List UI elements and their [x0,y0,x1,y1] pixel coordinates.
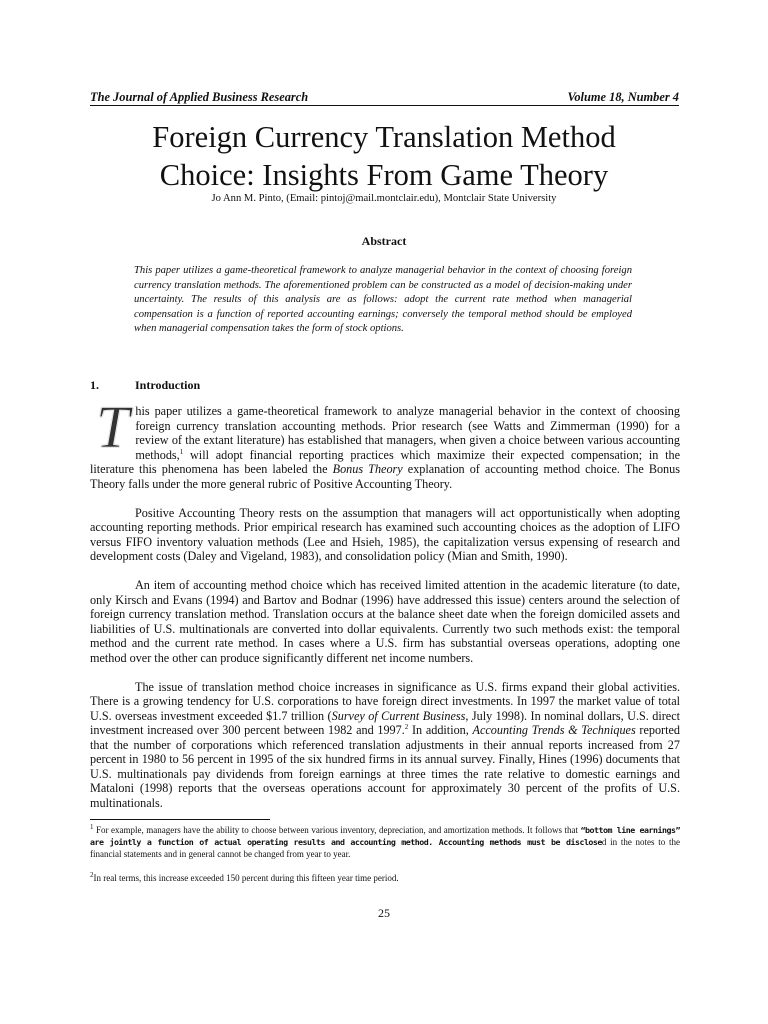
title-line-1: Foreign Currency Translation Method [152,120,616,154]
drop-cap: T [96,394,130,460]
author-byline: Jo Ann M. Pinto, (Email: pintoj@mail.montclair.edu), Montclair State University [211,193,557,204]
footnote-2-marker: 2 [90,871,94,879]
body-text [90,394,680,810]
paragraph-1 [90,394,680,491]
footnote-ref-1[interactable]: 1 [179,447,184,456]
section-heading [90,378,200,392]
title-line-2: Choice: Insights From Game Theory [159,158,609,192]
bonus-theory-term: Bonus Theory [332,462,403,476]
paragraph-4 [90,680,680,811]
section-number: 1. [90,378,99,392]
paragraph-3: An item of accounting method choice which has received limited attention in the academic literature (to date, only Kirsch and Evans (1994) and Bartov and Bodnar (1996) have addressed this issue) centers around the selection of foreign currency translation method. Translation occurs at the balance sheet date when the foreign domiciled assets and liabilities of U.S. multinationals are converted into dollar equivalents. Currently two such methods exist: the temporal method and the current rate method. In cases where a U.S. firm has substantial overseas operations, adopting one method over the other can produce significantly different net income numbers. [90,578,680,665]
paragraph-4-text-d: reported that the number of corporations which referenced translation adjustments in their annual reports increased from 27 percent in 1980 to 56 percent in 1995 of the six hundred firms in its annual survey. Finally, Hines (1996) documents that U.S. multinationals pay dividends from foreign earnings at three times the rate relative to domestic earnings and Mataloni (1998) reports that the overseas operations account for approximately 30 percent of the profits of U.S. multinationals. [90,723,680,810]
abstract-text: This paper utilizes a game-theoretical framework to analyze managerial behavior in the context of choosing foreign currency translation methods. The aforementioned problem can be constructed as a model of decision-making under uncertainty. The results of this analysis are as follows: adopt the current rate method when managerial compensation is a function of reported accounting earnings; conversely the temporal method should be employed when managerial compensation takes the form of stock options. [134,265,632,334]
footnote-1-marker: 1 [90,823,94,831]
paragraph-1-text-a: his paper utilizes a game-theoretical framework to analyze managerial behavior in the context of choosing foreign currency translation accounting methods. Prior research (see Watts and Zimmerman (1990) for a review of the extant literature) has established that managers, when given a choice between various accounting methods, [135,404,680,462]
accounting-trends-citation: Accounting Trends & Techniques [472,723,636,738]
paragraph-4-text-c: In addition, [408,723,473,738]
page-number: 25 [378,906,390,920]
paragraph-4-text-a: The issue of translation method choice increases in significance as U.S. firms expand their global activities. There is a growing tendency for U.S. corporations to have foreign direct investments. In 1997 the market value of total U.S. overseas investment exceeded $1.7 trillion ( [90,679,680,723]
volume-number: Volume 18, Number 4 [567,90,679,104]
survey-citation: Survey of Current Business, [331,708,469,723]
journal-name: The Journal of Applied Business Research [90,90,309,104]
footnote-2-text: In real terms, this increase exceeded 150 percent during this fifteen year time period. [93,873,399,883]
footnote-2 [90,872,680,884]
footnote-ref-2[interactable]: 2 [404,723,409,732]
abstract-heading: Abstract [361,234,407,248]
footnote-divider [90,819,270,820]
running-head [90,90,679,106]
footnote-1-text-b: d in the notes to the financial statements and in general cannot be changed from year to year. [90,837,680,859]
footnote-1-text-a: For example, managers have the ability to choose between various inventory, depreciation, and amortization methods. It follows that [93,825,581,835]
paragraph-1-text-b: will adopt financial reporting practices which maximize their expected compensation; in the literature this phenomena has been labeled the [90,447,680,476]
footnotes [90,824,680,896]
footnote-1 [90,824,680,860]
section-title: Introduction [135,378,201,392]
paragraph-2: Positive Accounting Theory rests on the assumption that managers will act opportunistically when adopting accounting reporting methods. Prior empirical research has examined such accounting choices as the adoption of LIFO versus FIFO inventory valuation methods (Lee and Hsieh, 1985), the capitalization versus expensing of research and development costs (Daley and Vigeland, 1983), and consolidation policy (Mian and Smith, 1990). [90,505,680,564]
footnote-1-script-text: “bottom line earnings” are jointly a function of actual operating results and accounting method. Accounting methods must be disclose [90,825,680,847]
paragraph-1-text-c: explanation of accounting method choice. The Bonus Theory falls under the more general rubric of Positive Accounting Theory. [90,462,680,491]
article-title [0,118,768,194]
paragraph-4-text-b: July 1998). In nominal dollars, U.S. direct investment increased over 300 percent between 1982 and 1997. [90,708,680,738]
